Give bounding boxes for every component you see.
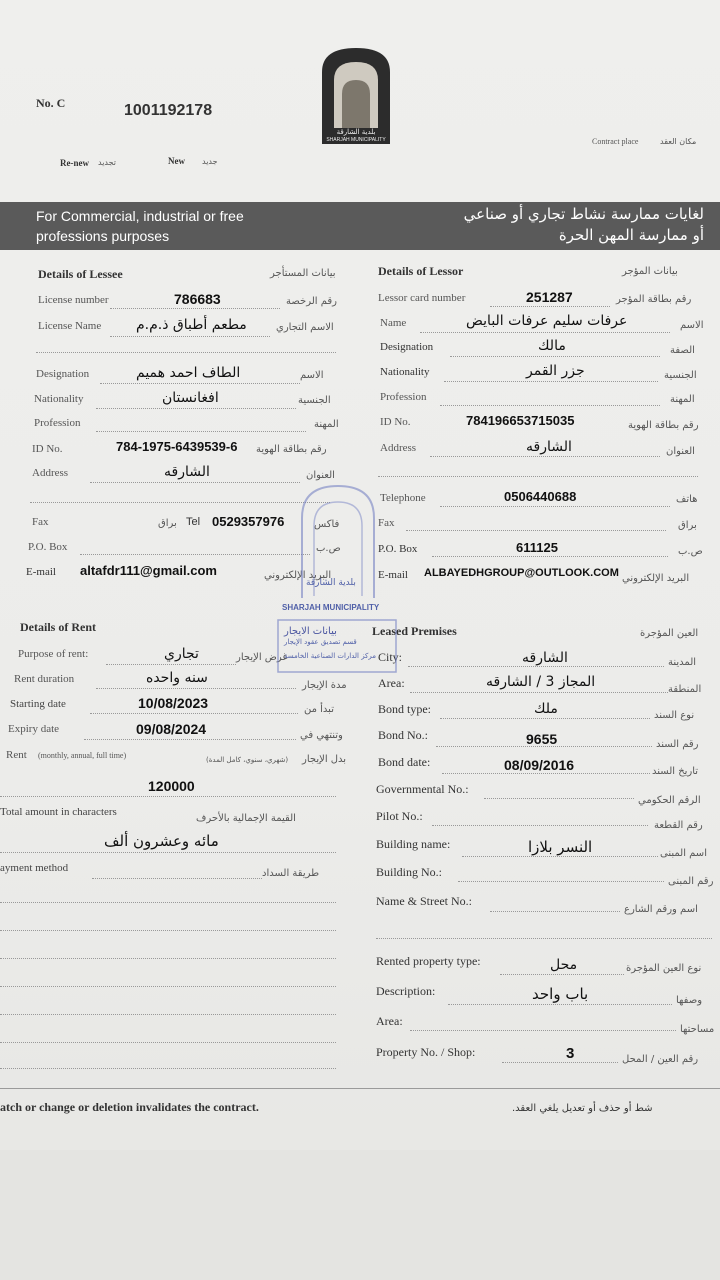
total-amount-words: مائه وعشرون ألف [104, 832, 219, 850]
premises-section-title: Leased Premises [372, 624, 457, 638]
lessee-email-label: E-mail [26, 566, 56, 578]
premises-property-no-label-ar: رقم العين / المحل [622, 1054, 699, 1065]
payment-method-label: ayment method [0, 862, 69, 874]
lessor-card-label: Lessor card number [378, 292, 466, 304]
rent-amount-sub: (monthly, annual, full time) [38, 751, 127, 760]
lessee-license-name-label-ar: الاسم التجاري [276, 322, 334, 333]
contract-place-label-ar: مكان العقد [660, 137, 697, 146]
premises-bond-type-label: Bond type: [378, 702, 431, 716]
lessee-address-label: Address [32, 467, 69, 479]
premises-building-no-label-ar: رقم المبنى [668, 876, 714, 887]
lessor-email: ALBAYEDHGROUP@OUTLOOK.COM [424, 567, 619, 579]
lessor-email-label: E-mail [378, 569, 408, 581]
premises-bond-type-label-ar: نوع السند [654, 710, 695, 721]
lessee-id-number: 784-1975-6439539-6 [116, 439, 238, 454]
lessor-fax-label-ar: براق [678, 520, 697, 531]
lessor-telephone-label: Telephone [380, 492, 426, 504]
lessee-nationality: افغانستان [162, 390, 219, 406]
lessee-email: altafdr111@gmail.com [80, 563, 217, 578]
footer-english: atch or change or deletion invalidates the contract. [0, 1100, 259, 1114]
rent-amount: 120000 [148, 778, 195, 794]
lessor-profession-label: Profession [380, 391, 427, 403]
premises-gov-no-label-ar: الرقم الحكومي [638, 795, 701, 806]
premises-type-label-ar: نوع العين المؤجرة [626, 963, 702, 974]
premises-area-label: Area: [378, 676, 405, 690]
total-amount-label-ar: القيمة الإجمالية بالأحرف [196, 813, 296, 824]
premises-description-label: Description: [376, 984, 436, 998]
lessee-email-label-ar: البريد الإلكتروني [264, 570, 332, 581]
new-label: New [168, 156, 185, 166]
lessee-nationality-label-ar: الجنسية [298, 395, 331, 406]
lessor-fax-label: Fax [378, 517, 395, 529]
rent-section-title: Details of Rent [20, 620, 96, 634]
premises-property-no: 3 [566, 1045, 575, 1062]
lessor-designation-label-ar: الصفة [670, 345, 695, 356]
lessor-name-label-ar: الاسم [680, 320, 704, 331]
rent-start-label: Starting date [10, 698, 66, 710]
premises-building-no-label: Building No.: [376, 865, 443, 879]
banner-arabic [464, 204, 704, 246]
total-amount-label: Total amount in characters [0, 806, 117, 818]
premises-gov-no-label: Governmental No.: [376, 782, 469, 796]
lessor-name: عرفات سليم عرفات البايض [466, 313, 628, 329]
lessor-designation: مالك [538, 338, 566, 354]
premises-area2-label: Area: [376, 1014, 403, 1028]
lessor-telephone-label-ar: هاتف [676, 494, 698, 505]
rent-duration-label-ar: مدة الإيجار [302, 680, 347, 691]
contract-place-label: Contract place [592, 137, 639, 146]
rent-section-title-ar: بيانات الايجار [284, 626, 337, 637]
lessee-section-title-ar: بيانات المستأجر [270, 268, 336, 279]
lessor-address-label: Address [380, 442, 417, 454]
banner-english-line1: For Commercial, industrial or free [36, 208, 244, 224]
lessee-profession-label: Profession [34, 417, 81, 429]
premises-type: محل [550, 957, 578, 973]
new-label-ar: جديد [202, 157, 218, 166]
lessee-tel-label: Tel [186, 516, 201, 528]
lessee-fax-label: Fax [32, 516, 49, 528]
sharjah-municipality-logo [318, 44, 394, 146]
premises-pilot-no-label-ar: رقم القطعة [654, 820, 703, 831]
lessee-tel-label-ar: براق [158, 518, 177, 529]
lessee-license-name-label: License Name [38, 320, 102, 332]
premises-city-label-ar: المدينة [668, 657, 697, 668]
premises-bond-no-label: Bond No.: [378, 728, 429, 742]
rent-start-label-ar: تبدأ من [304, 704, 334, 715]
premises-area: المجاز 3 / الشارقه [486, 674, 596, 690]
rent-amount-sub-ar: (شهري، سنوي، كامل المدة) [206, 756, 289, 764]
premises-description-label-ar: وصفها [676, 995, 703, 1006]
premises-street-label: Name & Street No.: [376, 894, 472, 908]
stamp-text-ar: بلدية الشارقة [306, 578, 356, 588]
premises-section-title-ar: العين المؤجرة [640, 628, 699, 639]
premises-area2-label-ar: مساحتها [680, 1024, 715, 1035]
lessor-pobox: 611125 [516, 540, 558, 555]
lessor-pobox-label: P.O. Box [378, 543, 418, 555]
page-margin [0, 1150, 720, 1280]
lessor-email-label-ar: البريد الإلكتروني [622, 573, 690, 584]
banner-english [36, 206, 244, 246]
rent-amount-label-ar: بدل الإيجار [302, 754, 347, 765]
premises-building-name: النسر بلازا [528, 838, 593, 856]
premises-bond-no-label-ar: رقم السند [656, 739, 699, 750]
premises-bond-date: 08/09/2016 [504, 757, 575, 773]
stamp-text-en: SHARJAH MUNICIPALITY [282, 603, 380, 612]
lessor-address: الشارقه [526, 439, 572, 455]
lessee-pobox-label-ar: ص.ب [316, 543, 341, 554]
premises-city-label: City: [378, 650, 403, 664]
stamp-text-center: مركز الدارات الصناعية الخامسة [284, 652, 377, 660]
premises-property-no-label: Property No. / Shop: [376, 1045, 476, 1059]
rent-purpose-label: Purpose of rent: [18, 648, 89, 660]
premises-pilot-no-label: Pilot No.: [376, 809, 423, 823]
lessee-nationality-label: Nationality [34, 393, 84, 405]
rent-duration-label: Rent duration [14, 673, 75, 685]
lessor-pobox-label-ar: ص.ب [678, 546, 703, 557]
premises-building-name-label-ar: اسم المبنى [660, 848, 707, 859]
lessee-license-number-label-ar: رقم الرخصة [286, 296, 338, 307]
premises-bond-date-label: Bond date: [378, 755, 431, 769]
banner-english-line2: professions purposes [36, 228, 170, 244]
premises-street-label-ar: اسم ورقم الشارع [624, 904, 698, 915]
lessor-card-label-ar: رقم بطاقة المؤجر [616, 294, 692, 305]
rent-start-date: 10/08/2023 [138, 695, 209, 711]
purpose-banner [0, 202, 720, 250]
lessee-designation-label: Designation [36, 368, 90, 380]
premises-city: الشارقه [522, 650, 568, 666]
stamp-text-dept: قسم تصديق عقود الإيجار [284, 638, 357, 646]
lessor-telephone: 0506440688 [504, 489, 577, 504]
lessee-license-number: 786683 [174, 291, 221, 307]
lessor-id-number: 784196653715035 [466, 413, 575, 428]
lessor-address-label-ar: العنوان [666, 446, 695, 457]
lessee-license-name: مطعم أطباق ذ.م.م [136, 317, 247, 333]
lessor-nationality-label-ar: الجنسية [664, 370, 697, 381]
lessor-id-label: ID No. [380, 416, 411, 428]
premises-description: باب واحد [532, 985, 589, 1003]
lessor-profession-label-ar: المهنة [670, 394, 695, 405]
lessee-fax-label-ar: فاكس [314, 519, 340, 530]
lessor-designation-label: Designation [380, 341, 434, 353]
rent-expiry-label-ar: وتنتهي في [300, 730, 343, 741]
lessor-nationality-label: Nationality [380, 366, 430, 378]
premises-bond-no: 9655 [526, 731, 558, 747]
banner-arabic-line2: أو ممارسة المهن الحرة [558, 226, 704, 244]
lessee-pobox-label: P.O. Box [28, 541, 68, 553]
lessor-nationality: جزر القمر [526, 363, 585, 379]
premises-bond-date-label-ar: تاريخ السند [652, 766, 699, 777]
rent-expiry-date: 09/08/2024 [136, 721, 207, 737]
lessee-tel: 0529357976 [212, 514, 285, 529]
premises-bond-type: ملك [534, 701, 558, 717]
rent-amount-label: Rent [6, 749, 27, 761]
lessee-address-label-ar: العنوان [306, 470, 335, 481]
logo-text-ar: بلدية الشارقة [336, 128, 376, 136]
contract-number-label: No. C [36, 96, 66, 110]
contract-number: 1001192178 [124, 102, 213, 119]
banner-arabic-line1: لغايات ممارسة نشاط تجاري أو صناعي [463, 205, 704, 223]
footer-rule [0, 1088, 720, 1089]
lessee-id-label: ID No. [32, 443, 63, 455]
lessor-card-number: 251287 [526, 289, 573, 305]
footer-arabic: شط أو حذف أو تعديل يلغي العقد. [512, 1103, 653, 1114]
lessee-id-label-ar: رقم بطاقة الهوية [256, 444, 327, 455]
lessor-id-label-ar: رقم بطاقة الهوية [628, 420, 699, 431]
lessee-license-number-label: License number [38, 294, 109, 306]
renew-label-ar: تجديد [98, 158, 117, 167]
rent-purpose: تجاري [164, 646, 199, 662]
rent-expiry-label: Expiry date [8, 723, 60, 735]
rent-purpose-label-ar: غرض الإيجار [236, 652, 288, 663]
lessee-profession-label-ar: المهنة [314, 419, 339, 430]
lessee-address: الشارقه [164, 464, 210, 480]
lessee-designation-label-ar: الاسم [300, 370, 324, 381]
lessor-name-label: Name [380, 317, 407, 329]
premises-type-label: Rented property type: [376, 954, 481, 968]
renew-label: Re-new [60, 158, 89, 168]
rent-duration: سنه واحده [146, 670, 208, 686]
premises-building-name-label: Building name: [376, 837, 451, 851]
premises-area-label-ar: المنطقة [668, 684, 702, 695]
lessor-section-title: Details of Lessor [378, 264, 464, 278]
payment-method-label-ar: طريقة السداد [262, 868, 320, 879]
logo-text-en: SHARJAH MUNICIPALITY [326, 137, 386, 143]
lessor-section-title-ar: بيانات المؤجر [622, 266, 678, 277]
lessee-designation: الطاف احمد هميم [136, 365, 241, 381]
lessee-section-title: Details of Lessee [38, 267, 123, 281]
